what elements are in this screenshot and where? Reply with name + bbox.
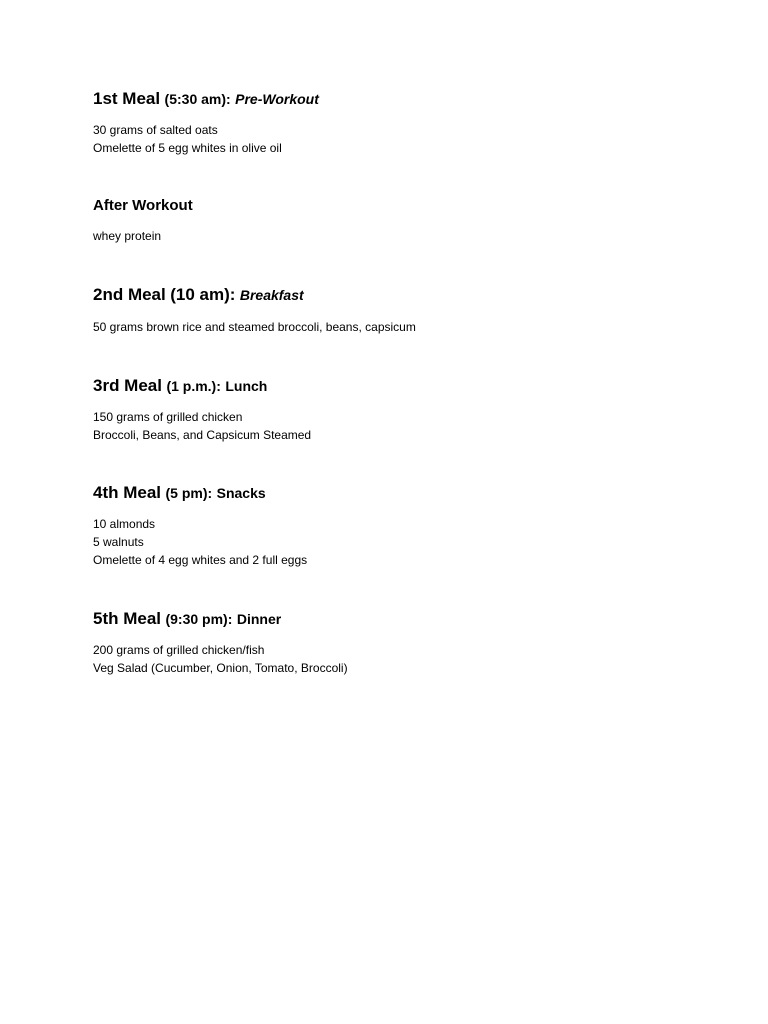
meal-section-4 bbox=[93, 483, 713, 569]
meal-item: 30 grams of salted oats bbox=[93, 123, 218, 137]
meal-title: 1st Meal bbox=[93, 89, 161, 108]
meal-item: whey protein bbox=[93, 229, 162, 243]
meal-title: 5th Meal bbox=[93, 609, 162, 628]
meal-item: 5 walnuts bbox=[93, 535, 144, 549]
meal-items bbox=[93, 318, 713, 336]
meal-section-1 bbox=[93, 89, 713, 157]
meal-item: Broccoli, Beans, and Capsicum Steamed bbox=[93, 428, 312, 442]
meal-items bbox=[93, 121, 713, 157]
meal-item: Omelette of 4 egg whites and 2 full eggs bbox=[93, 553, 308, 567]
meal-heading bbox=[93, 285, 713, 306]
meal-title: 4th Meal bbox=[93, 483, 162, 502]
meal-time: (1 p.m.): bbox=[166, 378, 221, 394]
meal-item: 200 grams of grilled chicken/fish bbox=[93, 643, 265, 657]
meal-items bbox=[93, 641, 713, 677]
meal-items bbox=[93, 515, 713, 569]
meal-title: 3rd Meal bbox=[93, 376, 162, 395]
meal-title: After Workout bbox=[93, 197, 193, 214]
meal-time: (10 am): bbox=[170, 285, 236, 304]
meal-item: Omelette of 5 egg whites in olive oil bbox=[93, 141, 282, 155]
meal-section-after-workout bbox=[93, 196, 713, 245]
meal-heading bbox=[93, 196, 713, 216]
meal-heading bbox=[93, 609, 713, 630]
meal-section-5 bbox=[93, 609, 713, 677]
meal-heading bbox=[93, 483, 713, 504]
meal-time: (9:30 pm): bbox=[165, 611, 233, 627]
meal-items bbox=[93, 408, 713, 444]
meal-section-2 bbox=[93, 285, 713, 336]
meal-items bbox=[93, 227, 713, 245]
meal-item: 50 grams brown rice and steamed broccoli, beans, capsicum bbox=[93, 320, 416, 334]
meal-label: Dinner bbox=[236, 611, 282, 627]
meal-label: Snacks bbox=[216, 485, 266, 501]
meal-time: (5 pm): bbox=[165, 485, 213, 501]
meal-title: 2nd Meal bbox=[93, 285, 166, 304]
meal-item: Veg Salad (Cucumber, Onion, Tomato, Broccoli) bbox=[93, 661, 348, 675]
meal-label: Breakfast bbox=[239, 287, 304, 303]
meal-heading bbox=[93, 376, 713, 397]
meal-time: (5:30 am): bbox=[164, 91, 231, 107]
meal-item: 10 almonds bbox=[93, 517, 156, 531]
meal-section-3 bbox=[93, 376, 713, 444]
meal-item: 150 grams of grilled chicken bbox=[93, 410, 243, 424]
meal-label: Pre-Workout bbox=[235, 91, 319, 107]
meal-label: Lunch bbox=[225, 378, 268, 394]
meal-heading bbox=[93, 89, 713, 110]
